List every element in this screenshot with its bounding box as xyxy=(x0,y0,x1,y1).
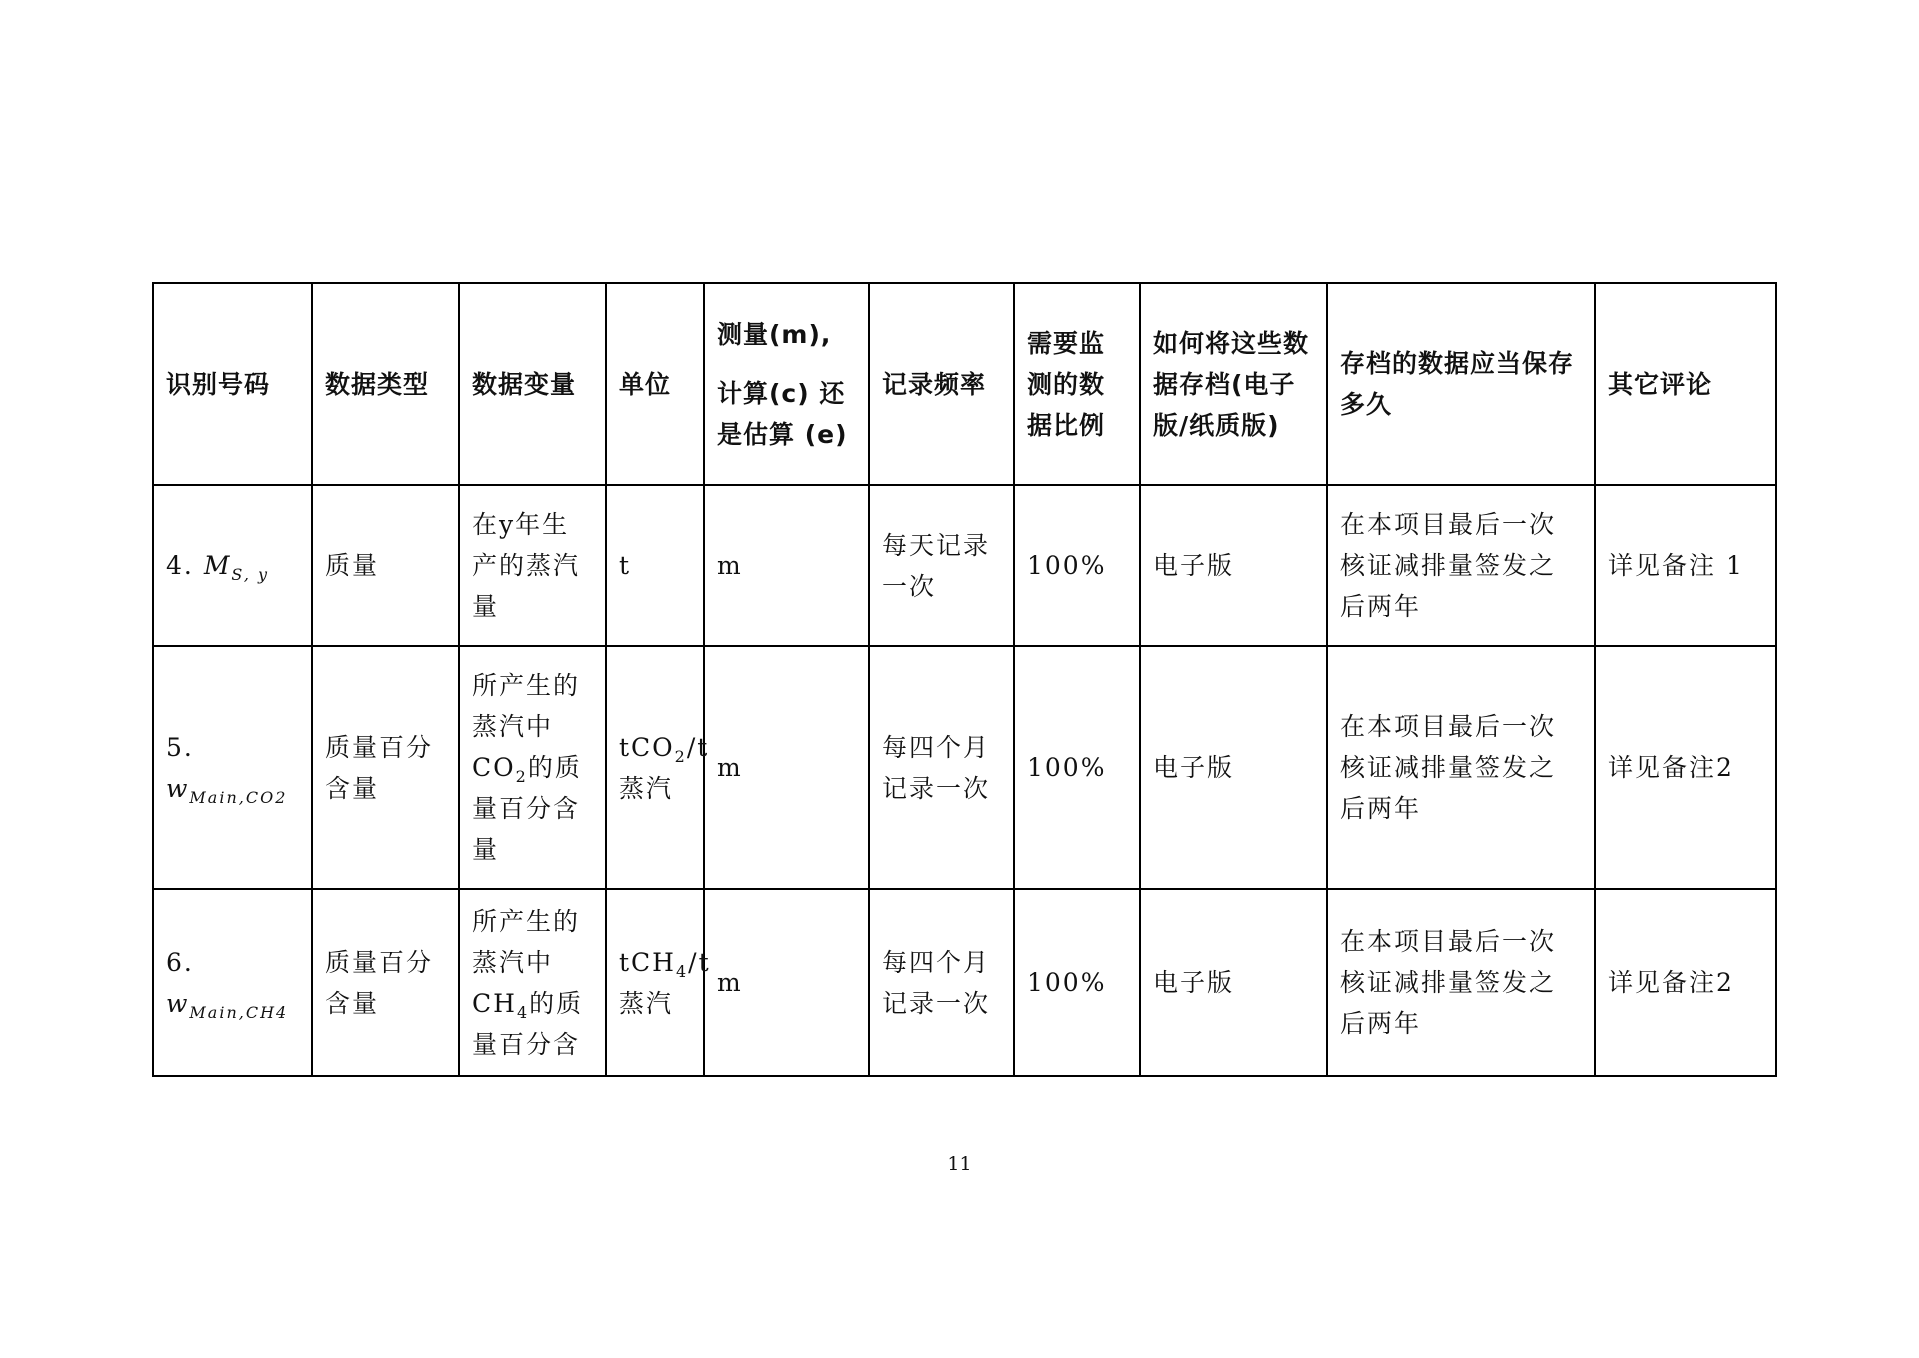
table-row xyxy=(153,646,1776,889)
monitoring-parameter-table xyxy=(152,282,1777,1077)
header-id: 识别号码 xyxy=(153,283,312,485)
table-row xyxy=(153,485,1776,646)
table-row xyxy=(153,889,1776,1076)
row-method: m xyxy=(704,485,869,646)
row-id: 6. $w_{Main,CH4}$ xyxy=(153,889,312,1076)
row-comments: 详见备注 1 xyxy=(1595,485,1776,646)
row-proportion: 100% xyxy=(1014,889,1140,1076)
header-method xyxy=(704,283,869,485)
header-variable: 数据变量 xyxy=(459,283,606,485)
row-comments: 详见备注2 xyxy=(1595,889,1776,1076)
row-retention: 在本项目最后一次核证减排量签发之后两年 xyxy=(1327,485,1595,646)
row-variable: 所产生的蒸汽中$CO_2$的质量百分含量 xyxy=(459,646,606,889)
header-frequency: 记录频率 xyxy=(869,283,1014,485)
header-archive-form: 如何将这些数据存档(电子版/纸质版) xyxy=(1140,283,1327,485)
row-proportion: 100% xyxy=(1014,485,1140,646)
header-comments: 其它评论 xyxy=(1595,283,1776,485)
row-frequency: 每四个月记录一次 xyxy=(869,646,1014,889)
row-data-type: 质量百分含量 xyxy=(312,646,459,889)
row-variable: 所产生的蒸汽中$CH_4$的质量百分含 xyxy=(459,889,606,1076)
row-comments: 详见备注2 xyxy=(1595,646,1776,889)
row-archive-form: 电子版 xyxy=(1140,889,1327,1076)
header-data-type: 数据类型 xyxy=(312,283,459,485)
row-id: 4. $M_{S, y}$ xyxy=(153,485,312,646)
row-id: 5. $w_{Main,CO2}$ xyxy=(153,646,312,889)
row-method: m xyxy=(704,646,869,889)
row-frequency: 每天记录一次 xyxy=(869,485,1014,646)
header-proportion: 需要监测的数据比例 xyxy=(1014,283,1140,485)
row-archive-form: 电子版 xyxy=(1140,646,1327,889)
table-header-row xyxy=(153,283,1776,485)
row-data-type: 质量百分含量 xyxy=(312,889,459,1076)
row-proportion: 100% xyxy=(1014,646,1140,889)
row-archive-form: 电子版 xyxy=(1140,485,1327,646)
header-method-line2: 计算(c) 还是估算 (e) xyxy=(717,378,848,449)
row-variable: 在y年生产的蒸汽量 xyxy=(459,485,606,646)
header-unit: 单位 xyxy=(606,283,704,485)
row-unit: tCH$_4$/t蒸汽 xyxy=(606,889,704,1076)
header-method-line1: 测量(m), xyxy=(717,319,832,349)
header-retention: 存档的数据应当保存多久 xyxy=(1327,283,1595,485)
row-retention: 在本项目最后一次核证减排量签发之后两年 xyxy=(1327,646,1595,889)
row-frequency: 每四个月记录一次 xyxy=(869,889,1014,1076)
row-unit: tCO$_2$/t蒸汽 xyxy=(606,646,704,889)
row-retention: 在本项目最后一次核证减排量签发之后两年 xyxy=(1327,889,1595,1076)
row-unit: t xyxy=(606,485,704,646)
row-data-type: 质量 xyxy=(312,485,459,646)
page-number: 11 xyxy=(947,1153,972,1175)
row-method: m xyxy=(704,889,869,1076)
